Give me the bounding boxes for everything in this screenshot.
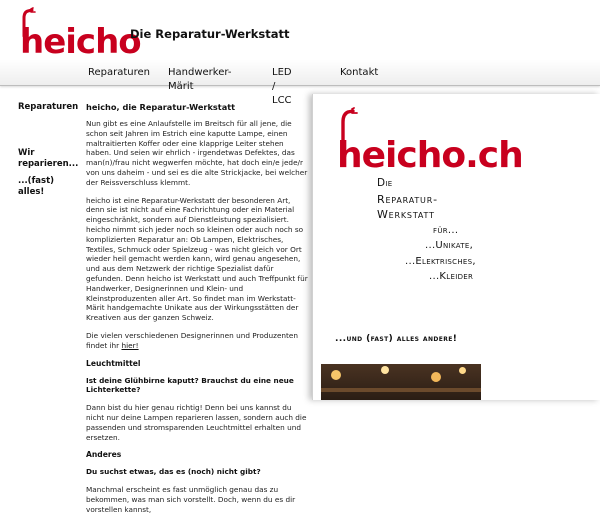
sidebar-item-fast-alles[interactable]: ...(fast) alles! (18, 176, 55, 197)
claim-line: ...Unikate, (425, 240, 474, 251)
promo-logo-text: heicho.ch (337, 135, 523, 176)
promo-panel (312, 94, 600, 400)
anderes-paragraph: Manchmal erscheint es fast unmöglich genau das zu bekommen, was man sich vorstellt. Doch, wenn du es dir vorstellen kannst, (86, 485, 296, 514)
designers-text: Die vielen verschiedenen Designerinnen und Produzenten findet ihr (86, 330, 299, 350)
nav-item-kontakt[interactable]: Kontakt (340, 67, 379, 78)
promo-tagline: ...und (fast) alles andere! (335, 334, 458, 344)
section-heading-leuchtmittel: Leuchtmittel (86, 358, 141, 368)
designers-paragraph (86, 331, 308, 351)
nav-item-reparaturen[interactable]: Reparaturen (88, 67, 151, 78)
site-title: Die Reparatur-Werkstatt (130, 27, 290, 41)
nav-item-handwerker-marit[interactable]: Handwerker-Märit (168, 67, 232, 92)
promo-logo (335, 108, 523, 182)
sidebar-item-reparaturen[interactable]: Reparaturen (18, 102, 79, 112)
section-heading-anderes: Anderes (86, 450, 122, 460)
claim-line: ...Elektrisches, (405, 255, 476, 267)
shelf (321, 388, 481, 392)
page-title: heicho, die Reparatur-Werkstatt (86, 102, 236, 112)
nav-item-led-lcc[interactable]: LED / LCC (272, 67, 292, 106)
workshop-photo (321, 364, 481, 400)
promo-claim (377, 176, 577, 285)
about-paragraph: heicho ist eine Reparatur-Werkstatt der besonderen Art, denn sie ist nicht auf eine Fachrichtung oder ein Material eingeschränkt, sondern auf Dienstleistung spezialisiert. heicho nimmt sich jeder noch so kleinen oder auch noch so komplizierten Reparatur an: Ob Lampen, Elektrisches, Textiles, Schmuck oder Spielzeug - was nicht gleich vor Ort wieder heil gemacht werden kann, wird genau angesehen, und aus dem Netzwerk der richtige Spezialist dafür gefunden. Denn heicho ist Werkstatt und auch Treffpunkt für Handwerker, Designerinnen und Klein- und Kleinstproduzenten aller Art. So findet man im Werkstatt-Märit handgemachte Unikate aus der Wirkungsstätten der Kreativen aus der ganzen Schweiz. (86, 195, 308, 323)
site-logo[interactable] (18, 8, 141, 62)
lamp-light (459, 367, 466, 374)
leuchtmittel-paragraph: Dann bist du hier genau richtig! Denn bei uns kannst du nicht nur deine Lampen reparieren lassen, sondern auch die passenden und stromsparenden Leuchtmittel erhalten und ersetzen. (86, 403, 307, 442)
lamp-light (381, 366, 389, 374)
claim-line: Die (377, 177, 393, 189)
lamp-light (331, 370, 341, 380)
claim-line: Reparatur- (377, 192, 438, 206)
question-anderes: Du suchst etwas, das es (noch) nicht gibt? (86, 467, 261, 477)
site-header (0, 0, 600, 106)
claim-line: für... (433, 224, 459, 236)
main-content (86, 102, 308, 523)
lamp-light (431, 372, 441, 382)
designers-link[interactable]: hier! (121, 340, 139, 350)
question-leuchtmittel: Ist deine Glühbirne kaputt? Brauchst du eine neue Lichterkette? (86, 375, 294, 395)
sidebar-item-wir-reparieren[interactable]: Wir reparieren... (18, 148, 79, 169)
intro-paragraph: Nun gibt es eine Anlaufstelle im Breitsch für all jene, die schon seit Jahren im Estrich eine kaputte Lampe, einen maltraitierten Koffer oder eine klapprige Leiter stehen haben. Und seien wir ehrlich - irgendetwas Defektes, das man(n)/frau nicht wegwerfen möchte, hat doch ein/e jede/r von uns daheim - und sei es die alte Strickjacke, bei welcher der Reissverschluss klemmt. (86, 119, 308, 187)
logo-text: heicho (20, 22, 141, 62)
claim-line: Werkstatt (377, 208, 435, 221)
claim-line: ...Kleider (429, 271, 474, 282)
